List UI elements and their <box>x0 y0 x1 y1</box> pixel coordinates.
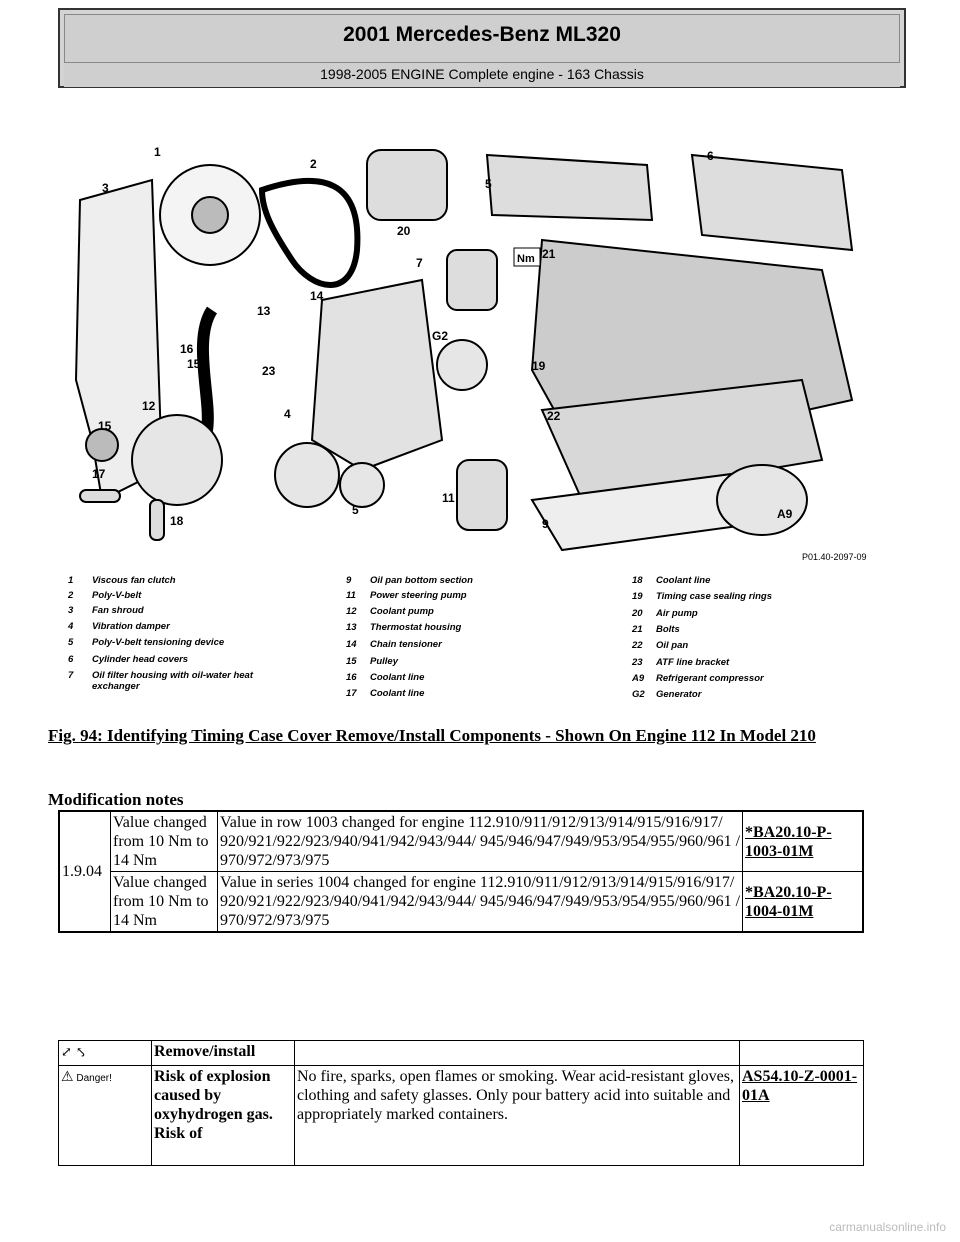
generator <box>437 340 487 390</box>
instruction-cell: No fire, sparks, open flames or smoking. Wear acid-resistant gloves, clothing and safety glasses. Only pour battery acid into suitable and appropriately marked containers. <box>295 1066 740 1166</box>
svg-text:6: 6 <box>707 149 714 163</box>
reference-link[interactable]: AS54.10-Z-0001-01A <box>742 1068 858 1104</box>
description-cell: Value in series 1004 changed for engine 112.910/911/912/913/914/915/916/917/ 920/921/922/923/940/941/942/943/944/ 945/946/947/949/953/954/955/960/961 / 970/972/973/975 <box>218 872 743 933</box>
svg-text:17: 17 <box>92 467 106 481</box>
svg-text:A9: A9 <box>777 507 793 521</box>
danger-cell <box>59 1066 152 1166</box>
svg-text:G2: G2 <box>432 329 449 343</box>
svg-text:16: 16 <box>180 342 194 356</box>
svg-text:4: 4 <box>284 407 291 421</box>
svg-text:15: 15 <box>187 357 201 371</box>
description-cell: Value in row 1003 changed for engine 112.910/911/912/913/914/915/916/917/ 920/921/922/923/940/941/942/943/944/ 945/946/947/949/953/954/955/960/961 / 970/972/973/975 <box>218 811 743 872</box>
modification-notes-heading: Modification notes <box>48 790 184 809</box>
table-row <box>59 1066 864 1166</box>
vibration-damper <box>275 443 339 507</box>
svg-text:22: 22 <box>547 409 561 423</box>
empty-cell <box>740 1041 864 1066</box>
ref-cell <box>743 811 864 872</box>
oil-filter-housing <box>447 250 497 310</box>
poly-v-belt <box>262 181 357 285</box>
version-cell: 1.9.04 <box>59 811 111 932</box>
warning-triangle-icon: ⚠ <box>61 1068 74 1084</box>
coolant-pump <box>132 415 222 505</box>
collapse-icon[interactable]: ⤣ <box>75 1044 87 1059</box>
document-title: 2001 Mercedes-Benz ML320 <box>343 23 621 46</box>
svg-text:15: 15 <box>98 419 112 433</box>
document-subtitle: 1998-2005 ENGINE Complete engine - 163 Chassis <box>64 62 900 87</box>
coolant-line-18 <box>150 500 164 540</box>
svg-text:21: 21 <box>542 247 556 261</box>
timing-case-cover <box>312 280 442 470</box>
cylinder-head-cover-right <box>692 155 852 250</box>
svg-text:3: 3 <box>102 181 109 195</box>
svg-text:12: 12 <box>142 399 156 413</box>
page-header <box>58 8 906 88</box>
figure-ref-code: P01.40-2097-09 <box>802 552 867 562</box>
svg-text:18: 18 <box>170 514 184 528</box>
svg-text:9: 9 <box>542 517 549 531</box>
modification-notes-table <box>58 810 864 933</box>
svg-text:1: 1 <box>154 145 161 159</box>
cylinder-head-cover-left <box>487 155 652 220</box>
svg-text:23: 23 <box>262 364 276 378</box>
air-pump <box>367 150 447 220</box>
coolant-line <box>203 310 212 430</box>
svg-text:5: 5 <box>352 503 359 517</box>
change-cell: Value changed from 10 Nm to 14 Nm <box>111 872 218 933</box>
expand-icon[interactable]: ⤢ <box>61 1044 72 1059</box>
reference-link[interactable]: *BA20.10-P-1004-01M <box>745 883 832 920</box>
procedure-heading: Remove/install <box>152 1041 295 1066</box>
watermark: carmanualsonline.info <box>829 1220 946 1234</box>
torque-symbol: Nm <box>517 253 535 265</box>
coolant-line-17 <box>80 490 120 502</box>
table-row <box>59 1041 864 1066</box>
danger-label: Danger! <box>76 1073 112 1084</box>
empty-cell <box>295 1041 740 1066</box>
ref-cell <box>743 872 864 933</box>
figure-caption[interactable]: Fig. 94: Identifying Timing Case Cover Remove/Install Components - Shown On Engine 112 In Model 210 <box>48 726 816 745</box>
svg-text:11: 11 <box>442 491 455 505</box>
table-row <box>59 872 863 933</box>
refrigerant-compressor <box>717 465 807 535</box>
svg-text:5: 5 <box>485 177 492 191</box>
table-row <box>59 811 863 872</box>
ref-cell <box>740 1066 864 1166</box>
expand-icons-cell <box>59 1041 152 1066</box>
figure-legend: 1 Viscous fan clutch 2 Poly-V-belt 3 Fan shroud 4 Vibration damper 5 Poly-V-belt tensioning device 6 Cylinder head covers 7 Oil filter housing with oil-water heat exchanger 9 Oil pan bottom section 11 Power steering pump 12 Coolant pump 13 Thermostat housing 14 Chain tensioner 15 Pulley 16 Coolant line 17 Coolant line 18 Coolant line 19 Timing case sealing rings 20 Air pump 21 Bolts 22 Oil pan 23 ATF line bracket A9 Refrigerant compressor G2 Generator <box>68 575 772 700</box>
change-cell: Value changed from 10 Nm to 14 Nm <box>111 811 218 872</box>
svg-text:14: 14 <box>310 289 324 303</box>
svg-text:19: 19 <box>532 359 546 373</box>
power-steering-pump <box>457 460 507 530</box>
belt-tensioner <box>340 463 384 507</box>
svg-text:7: 7 <box>416 256 423 270</box>
reference-link[interactable]: *BA20.10-P-1003-01M <box>745 823 832 860</box>
hazard-cell: Risk of explosion caused by oxyhydrogen gas. Risk of <box>152 1066 295 1166</box>
svg-text:2: 2 <box>310 157 317 171</box>
procedure-table <box>58 1040 864 1166</box>
pulley <box>86 429 118 461</box>
svg-text:20: 20 <box>397 224 411 238</box>
svg-text:13: 13 <box>257 304 271 318</box>
